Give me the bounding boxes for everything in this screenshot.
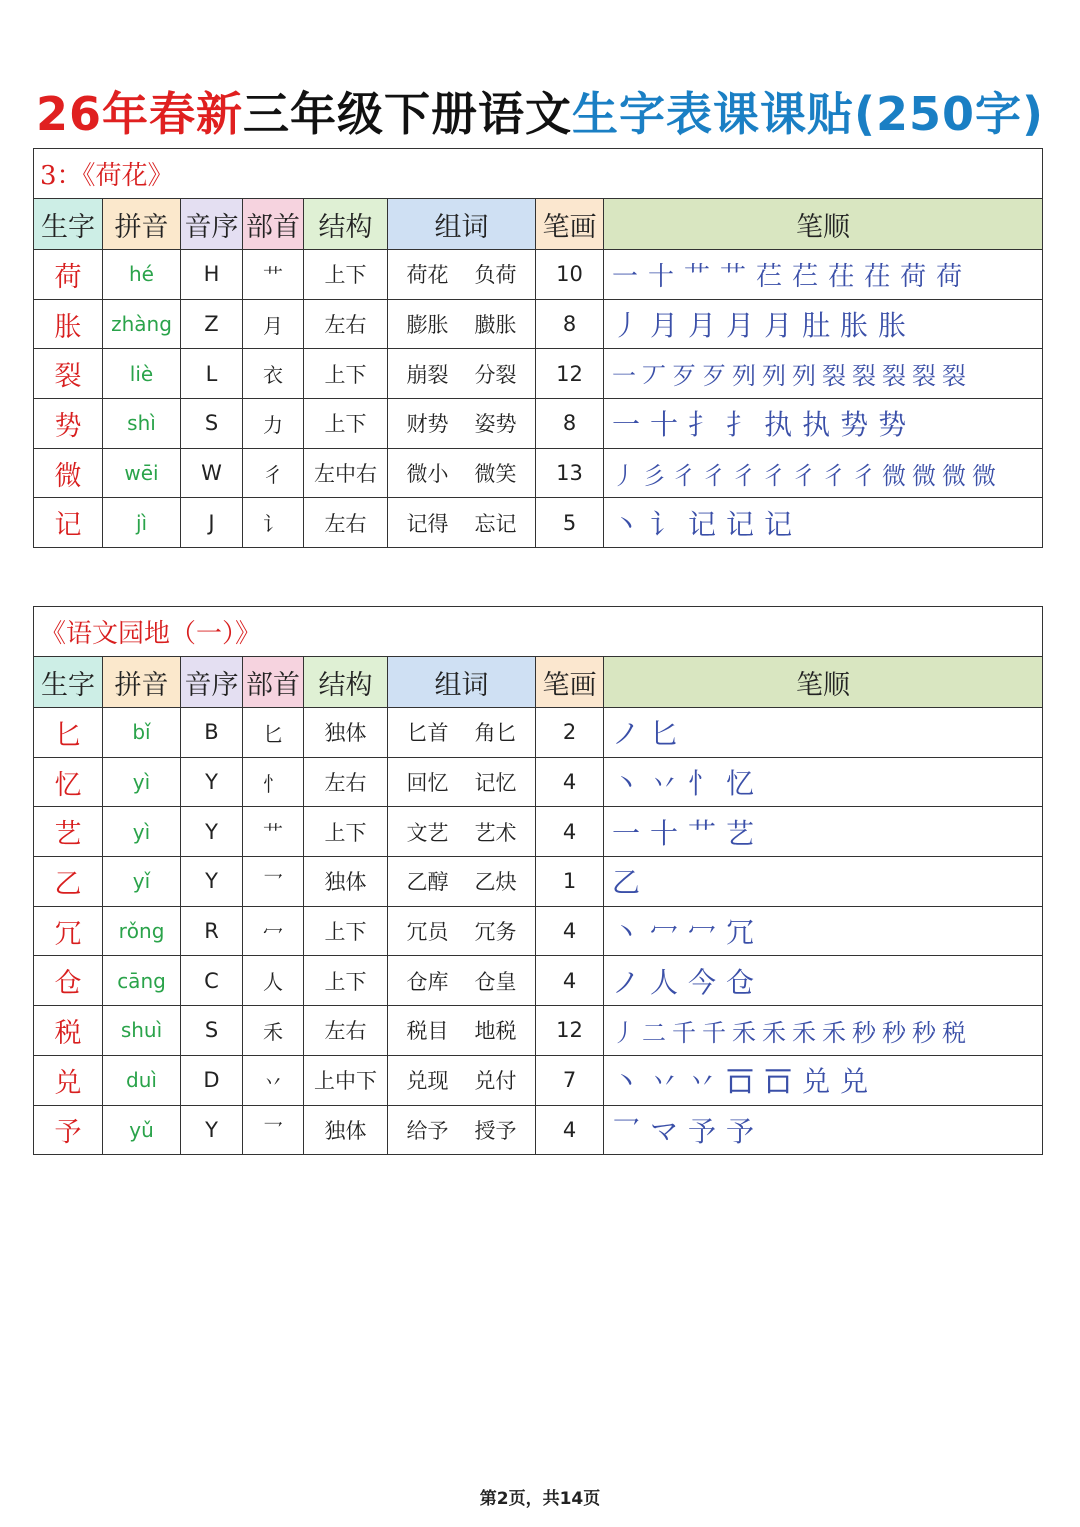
stroke-step: 记 xyxy=(764,507,795,541)
stroke-count-cell: 4 xyxy=(536,906,604,956)
table-row xyxy=(34,498,1043,548)
stroke-count-cell: 4 xyxy=(536,1105,604,1155)
stroke-order-cell xyxy=(604,349,1043,399)
header-strokes: 笔画 xyxy=(536,199,604,250)
stroke-count-cell: 4 xyxy=(536,956,604,1006)
pinyin-cell: wēi xyxy=(103,448,181,498)
index-cell: L xyxy=(181,349,243,399)
words-cell xyxy=(388,1105,536,1155)
radical-cell: 匕 xyxy=(243,708,304,758)
words-cell xyxy=(388,956,536,1006)
table-row xyxy=(34,299,1043,349)
stroke-step: 丿 xyxy=(612,461,636,490)
table-row xyxy=(34,399,1043,449)
word: 回忆 xyxy=(406,771,449,796)
stroke-count-cell: 13 xyxy=(536,448,604,498)
stroke-step: 𠮛 xyxy=(726,1065,757,1099)
radical-cell: 禾 xyxy=(243,1006,304,1056)
structure-cell: 上下 xyxy=(304,807,388,857)
page-footer: 第2页，共14页 xyxy=(479,1489,601,1509)
stroke-step: 冖 xyxy=(650,916,681,950)
stroke-order-cell xyxy=(604,857,1043,907)
pinyin-cell: duì xyxy=(103,1055,181,1105)
stroke-step: 彳 xyxy=(702,461,726,490)
pinyin-cell: bǐ xyxy=(103,708,181,758)
char-cell: 乙 xyxy=(34,857,103,907)
pinyin-cell: hé xyxy=(103,250,181,300)
stroke-step: 裂 xyxy=(822,362,846,391)
structure-cell: 独体 xyxy=(304,708,388,758)
stroke-count-cell: 1 xyxy=(536,857,604,907)
word: 地税 xyxy=(474,1019,517,1044)
stroke-step: 一 xyxy=(612,816,643,850)
word: 兑现 xyxy=(406,1069,449,1094)
stroke-step: 予 xyxy=(726,1114,757,1148)
char-cell: 胀 xyxy=(34,299,103,349)
stroke-step: 税 xyxy=(942,1018,966,1047)
radical-cell: 乛 xyxy=(243,857,304,907)
stroke-step: 微 xyxy=(882,461,906,490)
words-cell xyxy=(388,1006,536,1056)
stroke-step: 忆 xyxy=(726,767,757,801)
pinyin-cell: zhàng xyxy=(103,299,181,349)
stroke-step: 艺 xyxy=(726,816,757,850)
char-cell: 记 xyxy=(34,498,103,548)
stroke-order-cell xyxy=(604,399,1043,449)
pinyin-cell: liè xyxy=(103,349,181,399)
stroke-step: 月 xyxy=(688,309,719,343)
stroke-step: 扌 xyxy=(688,408,719,442)
stroke-count-cell: 10 xyxy=(536,250,604,300)
table-row xyxy=(34,448,1043,498)
words-cell xyxy=(388,807,536,857)
word: 乙炔 xyxy=(474,870,517,895)
structure-cell: 左右 xyxy=(304,299,388,349)
word: 仓皇 xyxy=(474,969,517,994)
stroke-step: 禾 xyxy=(822,1018,846,1047)
word: 臌胀 xyxy=(474,313,517,338)
stroke-step: 茌 xyxy=(828,261,857,292)
word: 膨胀 xyxy=(406,313,449,338)
stroke-count-cell: 5 xyxy=(536,498,604,548)
char-cell: 荷 xyxy=(34,250,103,300)
stroke-step: 肚 xyxy=(802,309,833,343)
structure-cell: 左中右 xyxy=(304,448,388,498)
header-order: 笔顺 xyxy=(604,657,1043,708)
stroke-step: 芢 xyxy=(792,261,821,292)
stroke-count-cell: 7 xyxy=(536,1055,604,1105)
stroke-step: 兑 xyxy=(802,1065,833,1099)
char-cell: 裂 xyxy=(34,349,103,399)
header-structure: 结构 xyxy=(304,199,388,250)
table-row xyxy=(34,1105,1043,1155)
radical-cell: 月 xyxy=(243,299,304,349)
index-cell: Z xyxy=(181,299,243,349)
stroke-step: 月 xyxy=(764,309,795,343)
stroke-step: 微 xyxy=(942,461,966,490)
stroke-step: 芢 xyxy=(756,261,785,292)
char-cell: 税 xyxy=(34,1006,103,1056)
pinyin-cell: yǐ xyxy=(103,857,181,907)
stroke-count-cell: 4 xyxy=(536,807,604,857)
structure-cell: 上下 xyxy=(304,956,388,1006)
index-cell: Y xyxy=(181,757,243,807)
word: 授予 xyxy=(474,1118,517,1143)
stroke-step: 今 xyxy=(688,965,719,999)
index-cell: Y xyxy=(181,857,243,907)
stroke-step: 丷 xyxy=(650,767,681,801)
stroke-order-cell xyxy=(604,906,1043,956)
header-structure: 结构 xyxy=(304,657,388,708)
stroke-order-cell xyxy=(604,250,1043,300)
title-part-1: 26年春新 xyxy=(35,87,243,141)
stroke-order-cell xyxy=(604,1105,1043,1155)
stroke-step: 艹 xyxy=(720,261,749,292)
stroke-step: 彳 xyxy=(822,461,846,490)
structure-cell: 独体 xyxy=(304,857,388,907)
structure-cell: 上下 xyxy=(304,399,388,449)
table-row xyxy=(34,757,1043,807)
stroke-step: 丆 xyxy=(642,362,666,391)
stroke-step: 执 xyxy=(802,408,833,442)
stroke-step: 秒 xyxy=(852,1018,876,1047)
stroke-count-cell: 4 xyxy=(536,757,604,807)
section-garden-table xyxy=(33,606,1043,1155)
stroke-step: 冗 xyxy=(726,916,757,950)
word: 姿势 xyxy=(474,412,517,437)
stroke-step: 乛 xyxy=(612,1114,643,1148)
index-cell: S xyxy=(181,399,243,449)
word: 艺术 xyxy=(474,820,517,845)
stroke-step: 扌 xyxy=(726,408,757,442)
stroke-step: 胀 xyxy=(840,309,871,343)
stroke-step: 秒 xyxy=(882,1018,906,1047)
stroke-step: 人 xyxy=(650,965,681,999)
header-strokes: 笔画 xyxy=(536,657,604,708)
stroke-step: 彳 xyxy=(852,461,876,490)
stroke-step: 月 xyxy=(650,309,681,343)
index-cell: Y xyxy=(181,807,243,857)
char-cell: 匕 xyxy=(34,708,103,758)
stroke-step: 忄 xyxy=(688,767,719,801)
stroke-step: 记 xyxy=(726,507,757,541)
structure-cell: 上下 xyxy=(304,906,388,956)
stroke-step: 歹 xyxy=(672,362,696,391)
stroke-step: 乙 xyxy=(612,866,643,900)
pinyin-cell: yì xyxy=(103,807,181,857)
header-pinyin: 拼音 xyxy=(103,657,181,708)
word: 角匕 xyxy=(474,721,517,746)
stroke-step: 执 xyxy=(764,408,795,442)
radical-cell: 忄 xyxy=(243,757,304,807)
char-cell: 冗 xyxy=(34,906,103,956)
char-cell: 仓 xyxy=(34,956,103,1006)
stroke-order-cell xyxy=(604,956,1043,1006)
stroke-step: 微 xyxy=(972,461,996,490)
stroke-step: 艹 xyxy=(684,261,713,292)
stroke-order-cell xyxy=(604,1006,1043,1056)
stroke-step: 予 xyxy=(688,1114,719,1148)
stroke-order-cell xyxy=(604,448,1043,498)
stroke-step: 十 xyxy=(648,261,677,292)
words-cell xyxy=(388,857,536,907)
stroke-count-cell: 8 xyxy=(536,399,604,449)
words-cell xyxy=(388,399,536,449)
stroke-step: 势 xyxy=(878,408,909,442)
stroke-count-cell: 12 xyxy=(536,1006,604,1056)
index-cell: D xyxy=(181,1055,243,1105)
words-cell xyxy=(388,349,536,399)
stroke-step: 列 xyxy=(732,362,756,391)
stroke-step: 胀 xyxy=(878,309,909,343)
stroke-step: 势 xyxy=(840,408,871,442)
section-caption: 《语文园地（一）》 xyxy=(34,607,1043,657)
words-cell xyxy=(388,906,536,956)
pinyin-cell: rǒng xyxy=(103,906,181,956)
stroke-step: 𠮛 xyxy=(764,1065,795,1099)
char-cell: 微 xyxy=(34,448,103,498)
index-cell: J xyxy=(181,498,243,548)
stroke-step: ノ xyxy=(612,717,643,751)
header-order: 笔顺 xyxy=(604,199,1043,250)
word: 给予 xyxy=(406,1118,449,1143)
header-words: 组词 xyxy=(388,657,536,708)
word: 记得 xyxy=(406,511,449,536)
stroke-step: 丶 xyxy=(612,767,643,801)
word: 财势 xyxy=(406,412,449,437)
header-pinyin: 拼音 xyxy=(103,199,181,250)
stroke-step: 艹 xyxy=(688,816,719,850)
stroke-step: 丷 xyxy=(688,1065,719,1099)
word: 税目 xyxy=(406,1019,449,1044)
stroke-step: 丷 xyxy=(650,1065,681,1099)
title-part-2: 三年级下册语文 xyxy=(242,87,572,141)
radical-cell: 彳 xyxy=(243,448,304,498)
stroke-order-cell xyxy=(604,1055,1043,1105)
char-cell: 予 xyxy=(34,1105,103,1155)
table-header-row xyxy=(34,199,1043,250)
stroke-step: 荷 xyxy=(936,261,965,292)
table-row xyxy=(34,857,1043,907)
index-cell: C xyxy=(181,956,243,1006)
word: 崩裂 xyxy=(406,362,449,387)
radical-cell: 冖 xyxy=(243,906,304,956)
word: 荷花 xyxy=(406,263,449,288)
index-cell: Y xyxy=(181,1105,243,1155)
header-radical: 部首 xyxy=(243,199,304,250)
radical-cell: 丷 xyxy=(243,1055,304,1105)
structure-cell: 左右 xyxy=(304,1006,388,1056)
stroke-step: 月 xyxy=(726,309,757,343)
word: 匕首 xyxy=(406,721,449,746)
radical-cell: 艹 xyxy=(243,250,304,300)
stroke-count-cell: 2 xyxy=(536,708,604,758)
char-cell: 兑 xyxy=(34,1055,103,1105)
stroke-step: 禾 xyxy=(762,1018,786,1047)
header-radical: 部首 xyxy=(243,657,304,708)
stroke-step: 丶 xyxy=(612,507,643,541)
stroke-step: 一 xyxy=(612,261,641,292)
title-part-3: 生字表课课贴(250字) xyxy=(571,87,1045,141)
stroke-step: 冖 xyxy=(688,916,719,950)
stroke-step: 千 xyxy=(702,1018,726,1047)
header-char: 生字 xyxy=(34,657,103,708)
stroke-step: 匕 xyxy=(650,717,681,751)
header-words: 组词 xyxy=(388,199,536,250)
pinyin-cell: shì xyxy=(103,399,181,449)
stroke-count-cell: 12 xyxy=(536,349,604,399)
stroke-step: 禾 xyxy=(792,1018,816,1047)
stroke-step: マ xyxy=(650,1114,681,1148)
section-caption: 3：《荷花》 xyxy=(34,149,1043,199)
stroke-order-cell xyxy=(604,299,1043,349)
stroke-step: 彳 xyxy=(672,461,696,490)
stroke-step: 彡 xyxy=(642,461,666,490)
index-cell: H xyxy=(181,250,243,300)
table-row xyxy=(34,250,1043,300)
table-row xyxy=(34,956,1043,1006)
table-row xyxy=(34,807,1043,857)
stroke-step: 丶 xyxy=(612,916,643,950)
stroke-order-cell xyxy=(604,757,1043,807)
header-index: 音序 xyxy=(181,657,243,708)
stroke-step: 微 xyxy=(912,461,936,490)
radical-cell: 人 xyxy=(243,956,304,1006)
words-cell xyxy=(388,299,536,349)
table-row xyxy=(34,906,1043,956)
words-cell xyxy=(388,757,536,807)
section-lesson-table xyxy=(33,148,1043,548)
words-cell xyxy=(388,448,536,498)
stroke-step: 彳 xyxy=(732,461,756,490)
words-cell xyxy=(388,708,536,758)
stroke-step: 彳 xyxy=(762,461,786,490)
word: 文艺 xyxy=(406,820,449,845)
stroke-step: 十 xyxy=(650,816,681,850)
stroke-step: 禾 xyxy=(732,1018,756,1047)
structure-cell: 独体 xyxy=(304,1105,388,1155)
structure-cell: 左右 xyxy=(304,757,388,807)
words-cell xyxy=(388,250,536,300)
word: 冗务 xyxy=(474,920,517,945)
stroke-count-cell: 8 xyxy=(536,299,604,349)
word: 微小 xyxy=(406,462,449,487)
radical-cell: 衣 xyxy=(243,349,304,399)
structure-cell: 左右 xyxy=(304,498,388,548)
stroke-step: 丿 xyxy=(612,1018,636,1047)
words-cell xyxy=(388,498,536,548)
index-cell: R xyxy=(181,906,243,956)
table-row xyxy=(34,1006,1043,1056)
stroke-step: 裂 xyxy=(882,362,906,391)
stroke-step: 裂 xyxy=(852,362,876,391)
page-title xyxy=(0,78,1080,144)
header-char: 生字 xyxy=(34,199,103,250)
stroke-step: 荷 xyxy=(900,261,929,292)
word: 仓库 xyxy=(406,969,449,994)
stroke-step: 一 xyxy=(612,408,643,442)
index-cell: W xyxy=(181,448,243,498)
pinyin-cell: shuì xyxy=(103,1006,181,1056)
word: 负荷 xyxy=(474,263,517,288)
word: 冗员 xyxy=(406,920,449,945)
stroke-step: 彳 xyxy=(792,461,816,490)
stroke-step: ノ xyxy=(612,965,643,999)
pinyin-cell: yì xyxy=(103,757,181,807)
table-row xyxy=(34,349,1043,399)
stroke-step: 二 xyxy=(642,1018,666,1047)
word: 忘记 xyxy=(474,511,517,536)
table-row xyxy=(34,1055,1043,1105)
stroke-order-cell xyxy=(604,708,1043,758)
char-cell: 忆 xyxy=(34,757,103,807)
word: 记忆 xyxy=(474,771,517,796)
stroke-step: 一 xyxy=(612,362,636,391)
word: 兑付 xyxy=(474,1069,517,1094)
stroke-step: 秒 xyxy=(912,1018,936,1047)
word: 乙醇 xyxy=(406,870,449,895)
structure-cell: 上下 xyxy=(304,250,388,300)
section-caption-row xyxy=(34,607,1043,657)
word: 分裂 xyxy=(474,362,517,387)
header-index: 音序 xyxy=(181,199,243,250)
stroke-step: 仓 xyxy=(726,965,757,999)
section-caption-row xyxy=(34,149,1043,199)
structure-cell: 上中下 xyxy=(304,1055,388,1105)
radical-cell: 乛 xyxy=(243,1105,304,1155)
index-cell: B xyxy=(181,708,243,758)
stroke-step: 茌 xyxy=(864,261,893,292)
words-cell xyxy=(388,1055,536,1105)
stroke-step: 兑 xyxy=(840,1065,871,1099)
stroke-step: 千 xyxy=(672,1018,696,1047)
stroke-step: 十 xyxy=(650,408,681,442)
index-cell: S xyxy=(181,1006,243,1056)
stroke-step: 记 xyxy=(688,507,719,541)
radical-cell: 艹 xyxy=(243,807,304,857)
word: 微笑 xyxy=(474,462,517,487)
pinyin-cell: yǔ xyxy=(103,1105,181,1155)
char-cell: 艺 xyxy=(34,807,103,857)
stroke-order-cell xyxy=(604,807,1043,857)
stroke-step: 丶 xyxy=(612,1065,643,1099)
table-row xyxy=(34,708,1043,758)
pinyin-cell: cāng xyxy=(103,956,181,1006)
stroke-step: 裂 xyxy=(912,362,936,391)
pinyin-cell: jì xyxy=(103,498,181,548)
stroke-step: 歹 xyxy=(702,362,726,391)
radical-cell: 讠 xyxy=(243,498,304,548)
char-cell: 势 xyxy=(34,399,103,449)
stroke-step: 裂 xyxy=(942,362,966,391)
stroke-step: 丿 xyxy=(612,309,643,343)
stroke-step: 讠 xyxy=(650,507,681,541)
stroke-step: 列 xyxy=(792,362,816,391)
structure-cell: 上下 xyxy=(304,349,388,399)
stroke-step: 列 xyxy=(762,362,786,391)
stroke-order-cell xyxy=(604,498,1043,548)
radical-cell: 力 xyxy=(243,399,304,449)
table-header-row xyxy=(34,657,1043,708)
